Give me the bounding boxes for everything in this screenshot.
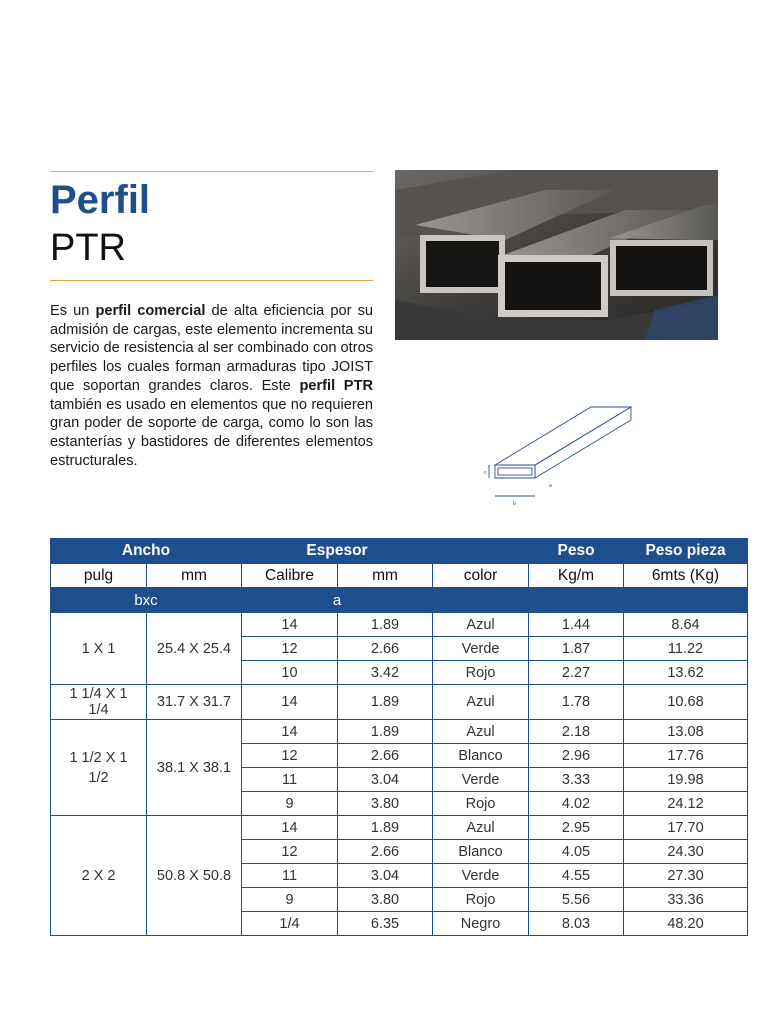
header-row-3 [51, 588, 748, 613]
color-cell: Verde [433, 864, 529, 888]
color-cell: Rojo [433, 792, 529, 816]
header-pulg: pulg [51, 564, 147, 588]
color-cell: Rojo [433, 888, 529, 912]
kgm-cell: 1.78 [529, 685, 624, 720]
kgm-cell: 3.33 [529, 768, 624, 792]
color-cell: Azul [433, 613, 529, 637]
calibre-cell: 12 [242, 744, 338, 768]
calibre-cell: 11 [242, 768, 338, 792]
thickness-cell: 3.04 [338, 864, 433, 888]
header-mm: mm [147, 564, 242, 588]
calibre-cell: 12 [242, 840, 338, 864]
size-mm: 25.4 X 25.4 [147, 613, 242, 685]
thickness-cell: 1.89 [338, 685, 433, 720]
calibre-cell: 11 [242, 864, 338, 888]
color-cell: Verde [433, 768, 529, 792]
kgm-cell: 1.87 [529, 637, 624, 661]
kgm-cell: 2.27 [529, 661, 624, 685]
size-pulg: 1 X 1 [51, 613, 147, 685]
thickness-cell: 3.42 [338, 661, 433, 685]
title-ptr: PTR [50, 227, 126, 269]
desc-text-3: también es usado en elementos que no requieren gran poder de soporte de carga, como lo son las estanterías y bastidores de diferentes elementos estructurales. [50, 396, 373, 469]
piece-weight-cell: 11.22 [624, 637, 748, 661]
size-mm: 31.7 X 31.7 [147, 685, 242, 720]
piece-weight-cell: 48.20 [624, 912, 748, 936]
color-cell: Rojo [433, 661, 529, 685]
piece-weight-cell: 10.68 [624, 685, 748, 720]
calibre-cell: 14 [242, 685, 338, 720]
header-ancho: Ancho [51, 539, 242, 564]
title-perfil: Perfil [50, 178, 151, 222]
piece-weight-cell: 19.98 [624, 768, 748, 792]
header-peso-pieza: Peso pieza [624, 539, 748, 564]
table-row [51, 613, 748, 637]
header-kgm: Kg/m [529, 564, 624, 588]
color-cell: Blanco [433, 840, 529, 864]
color-cell: Blanco [433, 744, 529, 768]
size-mm: 38.1 X 38.1 [147, 720, 242, 816]
piece-weight-cell: 17.76 [624, 744, 748, 768]
thickness-cell: 3.04 [338, 768, 433, 792]
desc-text-2: de alta eficiencia por su admisión de cargas, este elemento incrementa su servicio de resistencia al ser combinado con otros perfiles los cuales forman armaduras tipo JOIST que soportan grandes claros. Este [50, 303, 373, 394]
color-cell: Azul [433, 720, 529, 744]
desc-text-1: Es un [50, 303, 96, 319]
piece-weight-cell: 33.36 [624, 888, 748, 912]
header-a: a [242, 588, 433, 613]
kgm-cell: 2.96 [529, 744, 624, 768]
calibre-cell: 14 [242, 720, 338, 744]
thickness-cell: 2.66 [338, 637, 433, 661]
kgm-cell: 1.44 [529, 613, 624, 637]
kgm-cell: 8.03 [529, 912, 624, 936]
calibre-cell: 12 [242, 637, 338, 661]
calibre-cell: 1/4 [242, 912, 338, 936]
piece-weight-cell: 8.64 [624, 613, 748, 637]
dim-label-a: a [549, 483, 552, 489]
header-color: color [433, 564, 529, 588]
header-bxc: bxc [51, 588, 242, 613]
header-mm-thickness: mm [338, 564, 433, 588]
header-row-1 [51, 539, 748, 564]
description-paragraph [50, 302, 373, 470]
kgm-cell: 5.56 [529, 888, 624, 912]
kgm-cell: 4.02 [529, 792, 624, 816]
header-peso: Peso [529, 539, 624, 564]
desc-bold-1: perfil comercial [95, 303, 206, 319]
table-row [51, 816, 748, 840]
piece-weight-cell: 24.12 [624, 792, 748, 816]
piece-weight-cell: 13.08 [624, 720, 748, 744]
ptr-spec-table [50, 538, 748, 936]
size-pulg: 1 1/2 X 1 1/2 [51, 720, 147, 816]
dim-label-b: b [513, 501, 516, 507]
thickness-cell: 1.89 [338, 613, 433, 637]
dim-label-c: c [484, 470, 487, 476]
thickness-cell: 2.66 [338, 744, 433, 768]
top-divider [50, 171, 373, 172]
calibre-cell: 14 [242, 816, 338, 840]
kgm-cell: 4.05 [529, 840, 624, 864]
header-row-2 [51, 564, 748, 588]
size-mm: 50.8 X 50.8 [147, 816, 242, 936]
piece-weight-cell: 27.30 [624, 864, 748, 888]
header-calibre: Calibre [242, 564, 338, 588]
thickness-cell: 3.80 [338, 888, 433, 912]
calibre-cell: 14 [242, 613, 338, 637]
header-espesor: Espesor [242, 539, 433, 564]
thickness-cell: 6.35 [338, 912, 433, 936]
ptr-dimension-diagram [478, 395, 638, 510]
steel-tubes-photo [395, 170, 718, 340]
calibre-cell: 9 [242, 888, 338, 912]
header-6mts: 6mts (Kg) [624, 564, 748, 588]
color-cell: Verde [433, 637, 529, 661]
kgm-cell: 2.18 [529, 720, 624, 744]
size-pulg: 2 X 2 [51, 816, 147, 936]
thickness-cell: 2.66 [338, 840, 433, 864]
color-cell: Negro [433, 912, 529, 936]
thickness-cell: 3.80 [338, 792, 433, 816]
calibre-cell: 10 [242, 661, 338, 685]
kgm-cell: 2.95 [529, 816, 624, 840]
table-row [51, 685, 748, 720]
thickness-cell: 1.89 [338, 720, 433, 744]
size-pulg: 1 1/4 X 1 1/4 [51, 685, 147, 720]
calibre-cell: 9 [242, 792, 338, 816]
kgm-cell: 4.55 [529, 864, 624, 888]
color-cell: Azul [433, 685, 529, 720]
desc-bold-2: perfil PTR [299, 377, 373, 394]
thickness-cell: 1.89 [338, 816, 433, 840]
table-row [51, 720, 748, 744]
piece-weight-cell: 24.30 [624, 840, 748, 864]
piece-weight-cell: 13.62 [624, 661, 748, 685]
piece-weight-cell: 17.70 [624, 816, 748, 840]
bottom-divider [50, 280, 373, 281]
header-empty [433, 539, 529, 564]
color-cell: Azul [433, 816, 529, 840]
header-blank [433, 588, 748, 613]
